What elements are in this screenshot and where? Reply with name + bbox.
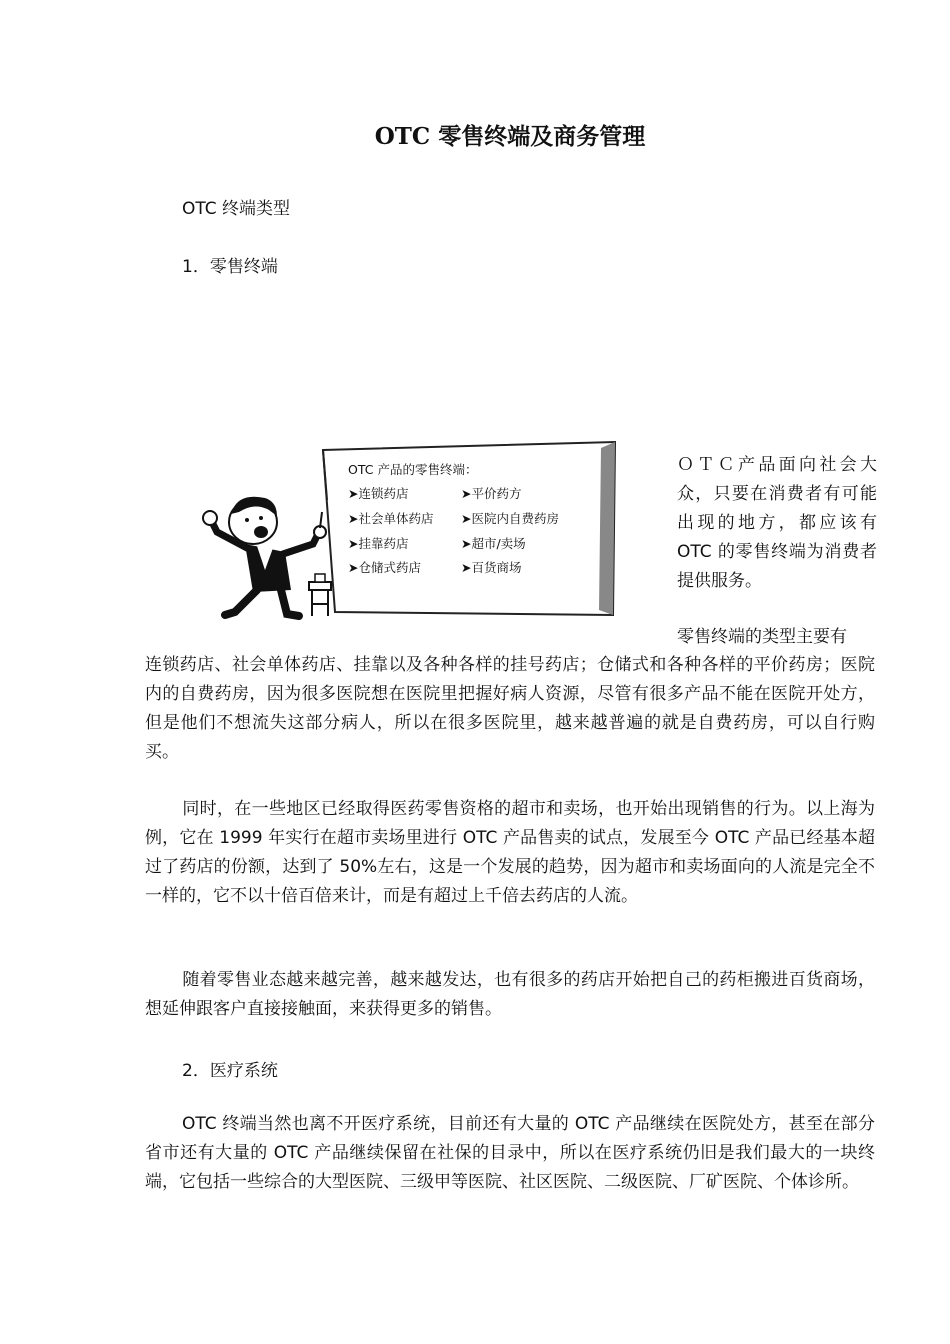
side-paragraph-lead: 零售终端的类型主要有	[677, 627, 847, 647]
board-title: OTC 产品的零售终端：	[348, 462, 478, 477]
board-item: ➤社会单体药店	[348, 511, 434, 526]
paragraph-retail-types	[145, 651, 875, 767]
paragraph-text: 连锁药店、社会单体药店、挂靠以及各种各样的挂号药店；仓储式和各种各样的平价药房；医院内的自费药房，因为很多医院想在医院里把握好病人资源，尽管有很多产品不能在医院开处方，但是他们不想流失这部分病人，所以在很多医院里，越来越普遍的就是自费药房，可以自行购买。	[145, 655, 875, 762]
board-item: ➤平价药方	[461, 486, 522, 501]
paragraph-text: 随着零售业态越来越完善，越来越发达，也有很多的药店开始把自己的药柜搬进百货商场，想延伸跟客户直接接触面，来获得更多的销售。	[145, 970, 875, 1019]
page-title: OTC 零售终端及商务管理	[374, 123, 646, 150]
board-item: ➤挂靠药店	[348, 536, 409, 551]
board-item: ➤超市/卖场	[461, 536, 526, 551]
section-heading: OTC 终端类型	[182, 199, 291, 219]
paragraph-text: 同时，在一些地区已经取得医药零售资格的超市和卖场，也开始出现销售的行为。以上海为例，它在 1999 年实行在超市卖场里进行 OTC 产品售卖的试点，发展至今 OTC 产品已经基本超过了药店的份额，达到了 50%左右，这是一个发展的趋势，因为超市和卖场面向的人流是完全不一样的，它不以十倍百倍来计，而是有超过上千倍去药店的人流。	[145, 799, 875, 906]
board-item: ➤仓储式药店	[348, 560, 421, 575]
board-item: ➤医院内自费药房	[461, 511, 559, 526]
paragraph-medical-system	[145, 1110, 875, 1197]
board-item: ➤连锁药店	[348, 486, 409, 501]
paragraph-department-stores	[145, 966, 875, 1024]
paragraph-supermarkets	[145, 795, 875, 911]
retail-terminal-illustration	[195, 440, 625, 625]
subheading-retail: 1．零售终端	[182, 257, 278, 277]
subheading-medical: 2．医疗系统	[182, 1061, 278, 1081]
side-paragraph: ＯＴＣ产品面向社会大众，只要在消费者有可能出现的地方，都应该有 OTC 的零售终端为消费者提供服务。	[677, 455, 877, 591]
paragraph-text: OTC 终端当然也离不开医疗系统，目前还有大量的 OTC 产品继续在医院处方，甚至在部分省市还有大量的 OTC 产品继续保留在社保的目录中，所以在医疗系统仍旧是我们最大的一块终端，它包括一些综合的大型医院、三级甲等医院、社区医院、二级医院、厂矿医院、个体诊所。	[145, 1114, 875, 1192]
board-item: ➤百货商场	[461, 560, 522, 575]
